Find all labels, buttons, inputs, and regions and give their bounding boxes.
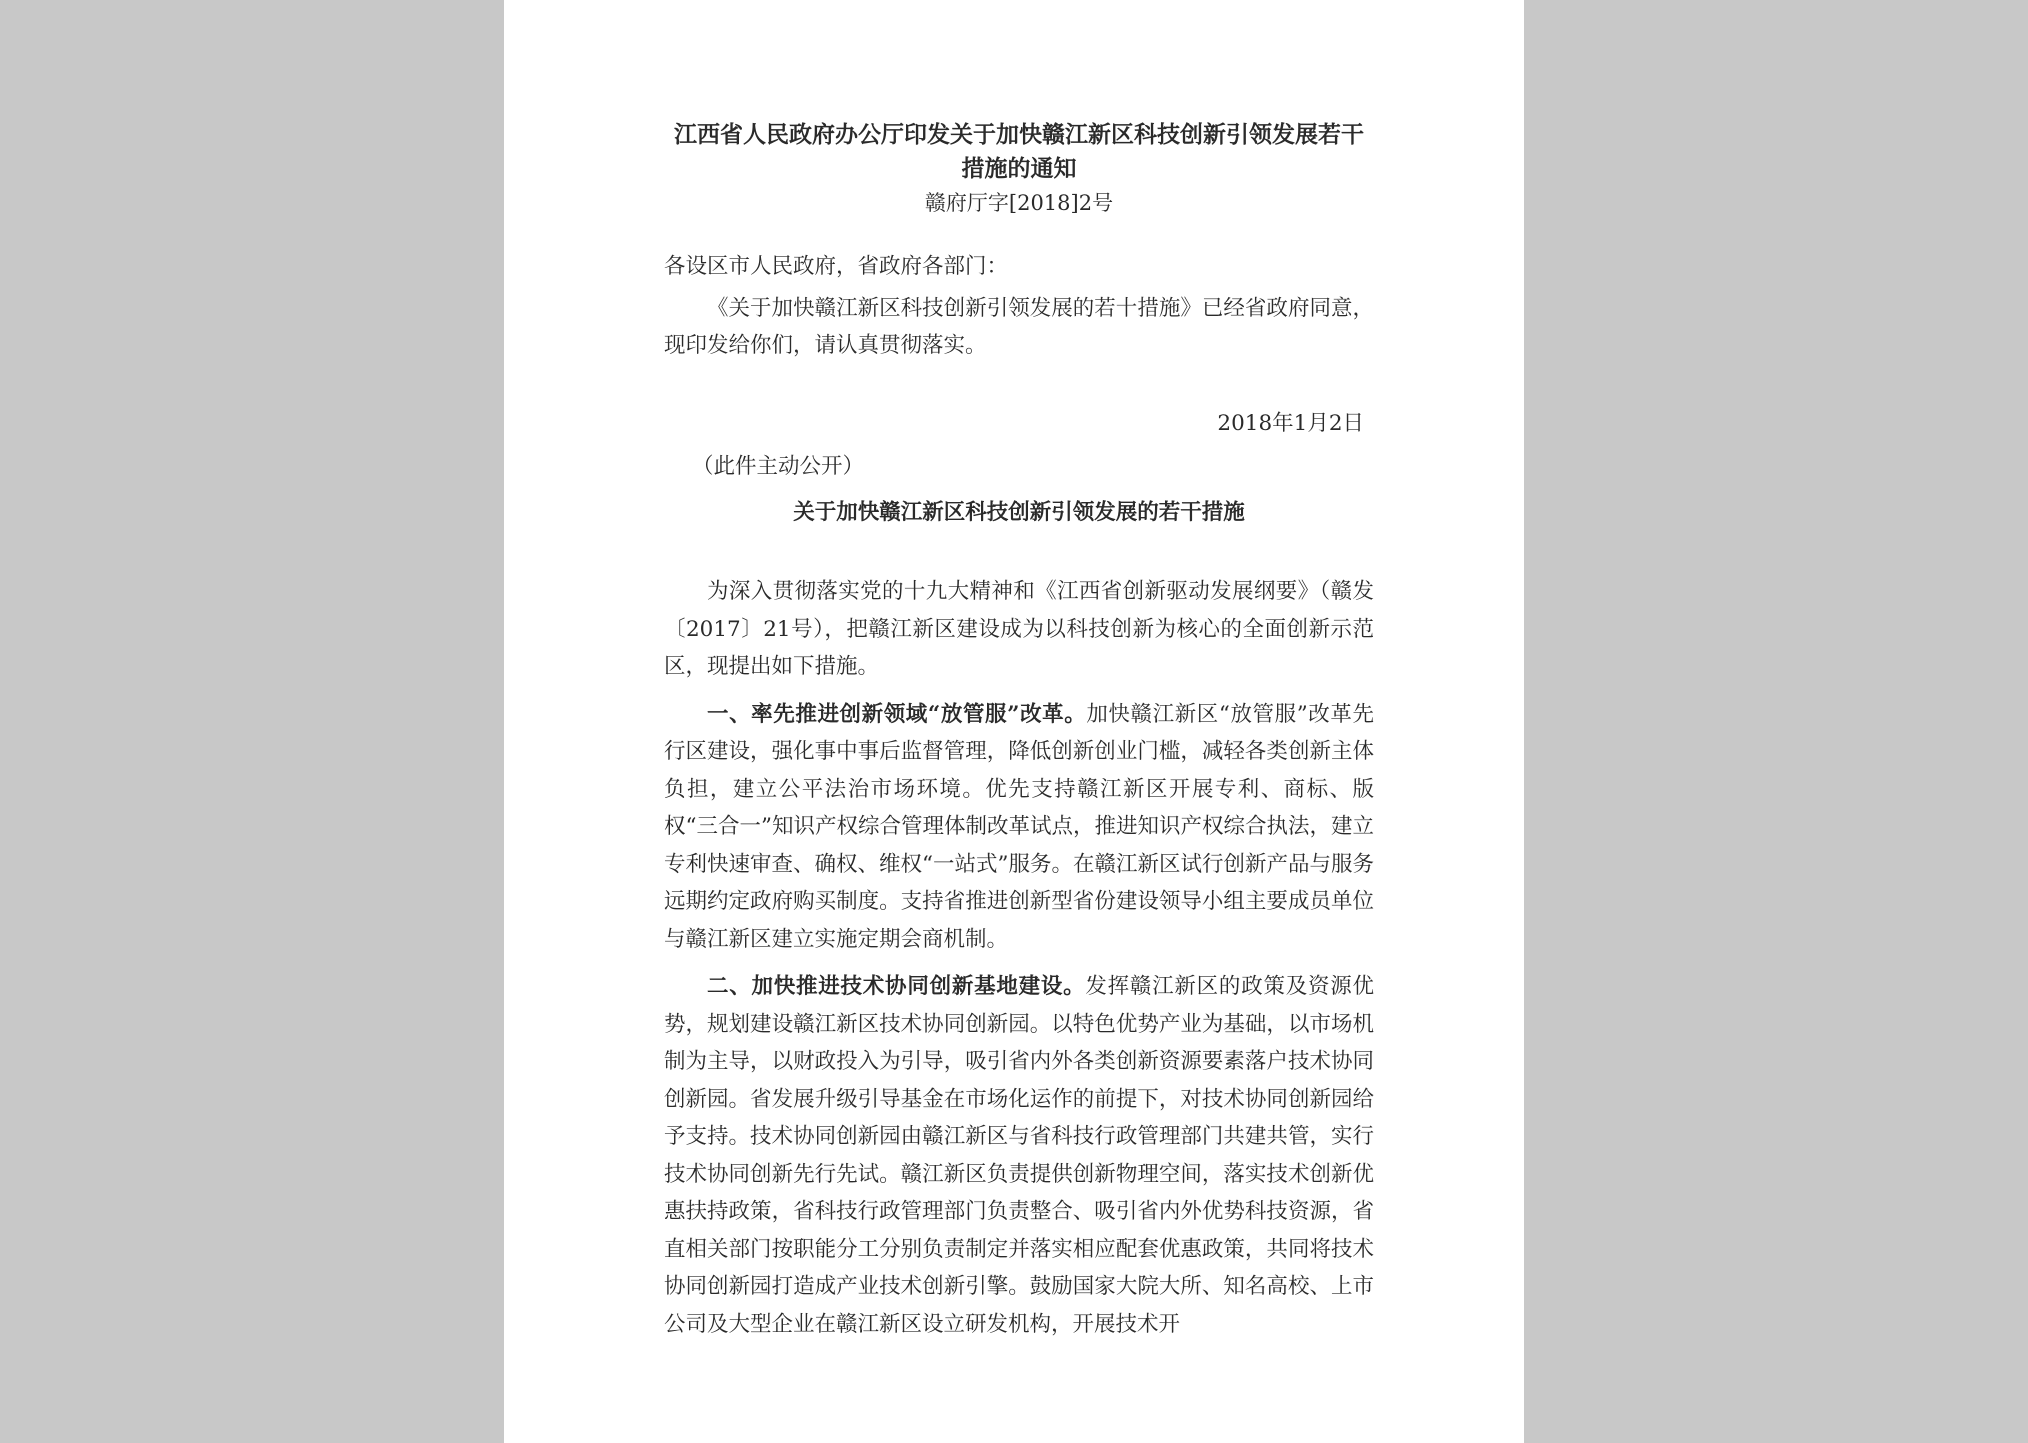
- section-1-heading: 一、率先推进创新领域“放管服”改革。: [707, 701, 1087, 727]
- document-number: 赣府厅字[2018]2号: [924, 191, 1114, 215]
- intro-paragraph: 为深入贯彻落实党的十九大精神和《江西省创新驱动发展纲要》（赣发〔2017〕21号），把赣江新区建设成为以科技创新为核心的全面创新示范区，现提出如下措施。: [664, 579, 1374, 679]
- salutation: 各设区市人民政府，省政府各部门：: [664, 254, 1009, 279]
- document-page: [504, 0, 1524, 1443]
- measures-title: 关于加快赣江新区科技创新引领发展的若干措施: [793, 499, 1245, 525]
- document-content: [664, 118, 1374, 1343]
- section-2-body: 发挥赣江新区的政策及资源优势，规划建设赣江新区技术协同创新园。以特色优势产业为基础，以市场机制为主导，以财政投入为引导，吸引省内外各类创新资源要素落户技术协同创新园。省发展升级引导基金在市场化运作的前提下，对技术协同创新园给予支持。技术协同创新园由赣江新区与省科技行政管理部门共建共管，实行技术协同创新先行先试。赣江新区负责提供创新物理空间，落实技术创新优惠扶持政策，省科技行政管理部门负责整合、吸引省内外优势科技资源，省直相关部门按职能分工分别负责制定并落实相应配套优惠政策，共同将技术协同创新园打造成产业技术创新引擎。鼓励国家大院大所、知名高校、上市公司及大型企业在赣江新区设立研发机构，开展技术开: [664, 974, 1374, 1337]
- document-title: 江西省人民政府办公厅印发关于加快赣江新区科技创新引领发展若干措施的通知: [674, 121, 1364, 182]
- issue-date: 2018年1月2日: [1217, 410, 1364, 436]
- public-note: （此件主动公开）: [692, 454, 865, 479]
- notice-body: 《关于加快赣江新区科技创新引领发展的若十措施》已经省政府同意，现印发给你们，请认真贯彻落实。: [664, 295, 1374, 358]
- section-2-heading: 二、加快推进技术协同创新基地建设。: [707, 974, 1086, 999]
- section-2-paragraph: [664, 968, 1374, 1343]
- section-1-body: 加快赣江新区“放管服”改革先行区建设，强化事中事后监督管理，降低创新创业门槛，减轻各类创新主体负担，建立公平法治市场环境。优先支持赣江新区开展专利、商标、版权“三合一”知识产权综合管理体制改革试点，推进知识产权综合执法，建立专利快速审查、确权、维权“一站式”服务。在赣江新区试行创新产品与服务远期约定政府购买制度。支持省推进创新型省份建设领导小组主要成员单位与赣江新区建立实施定期会商机制。: [664, 701, 1374, 952]
- section-1-paragraph: [664, 696, 1374, 959]
